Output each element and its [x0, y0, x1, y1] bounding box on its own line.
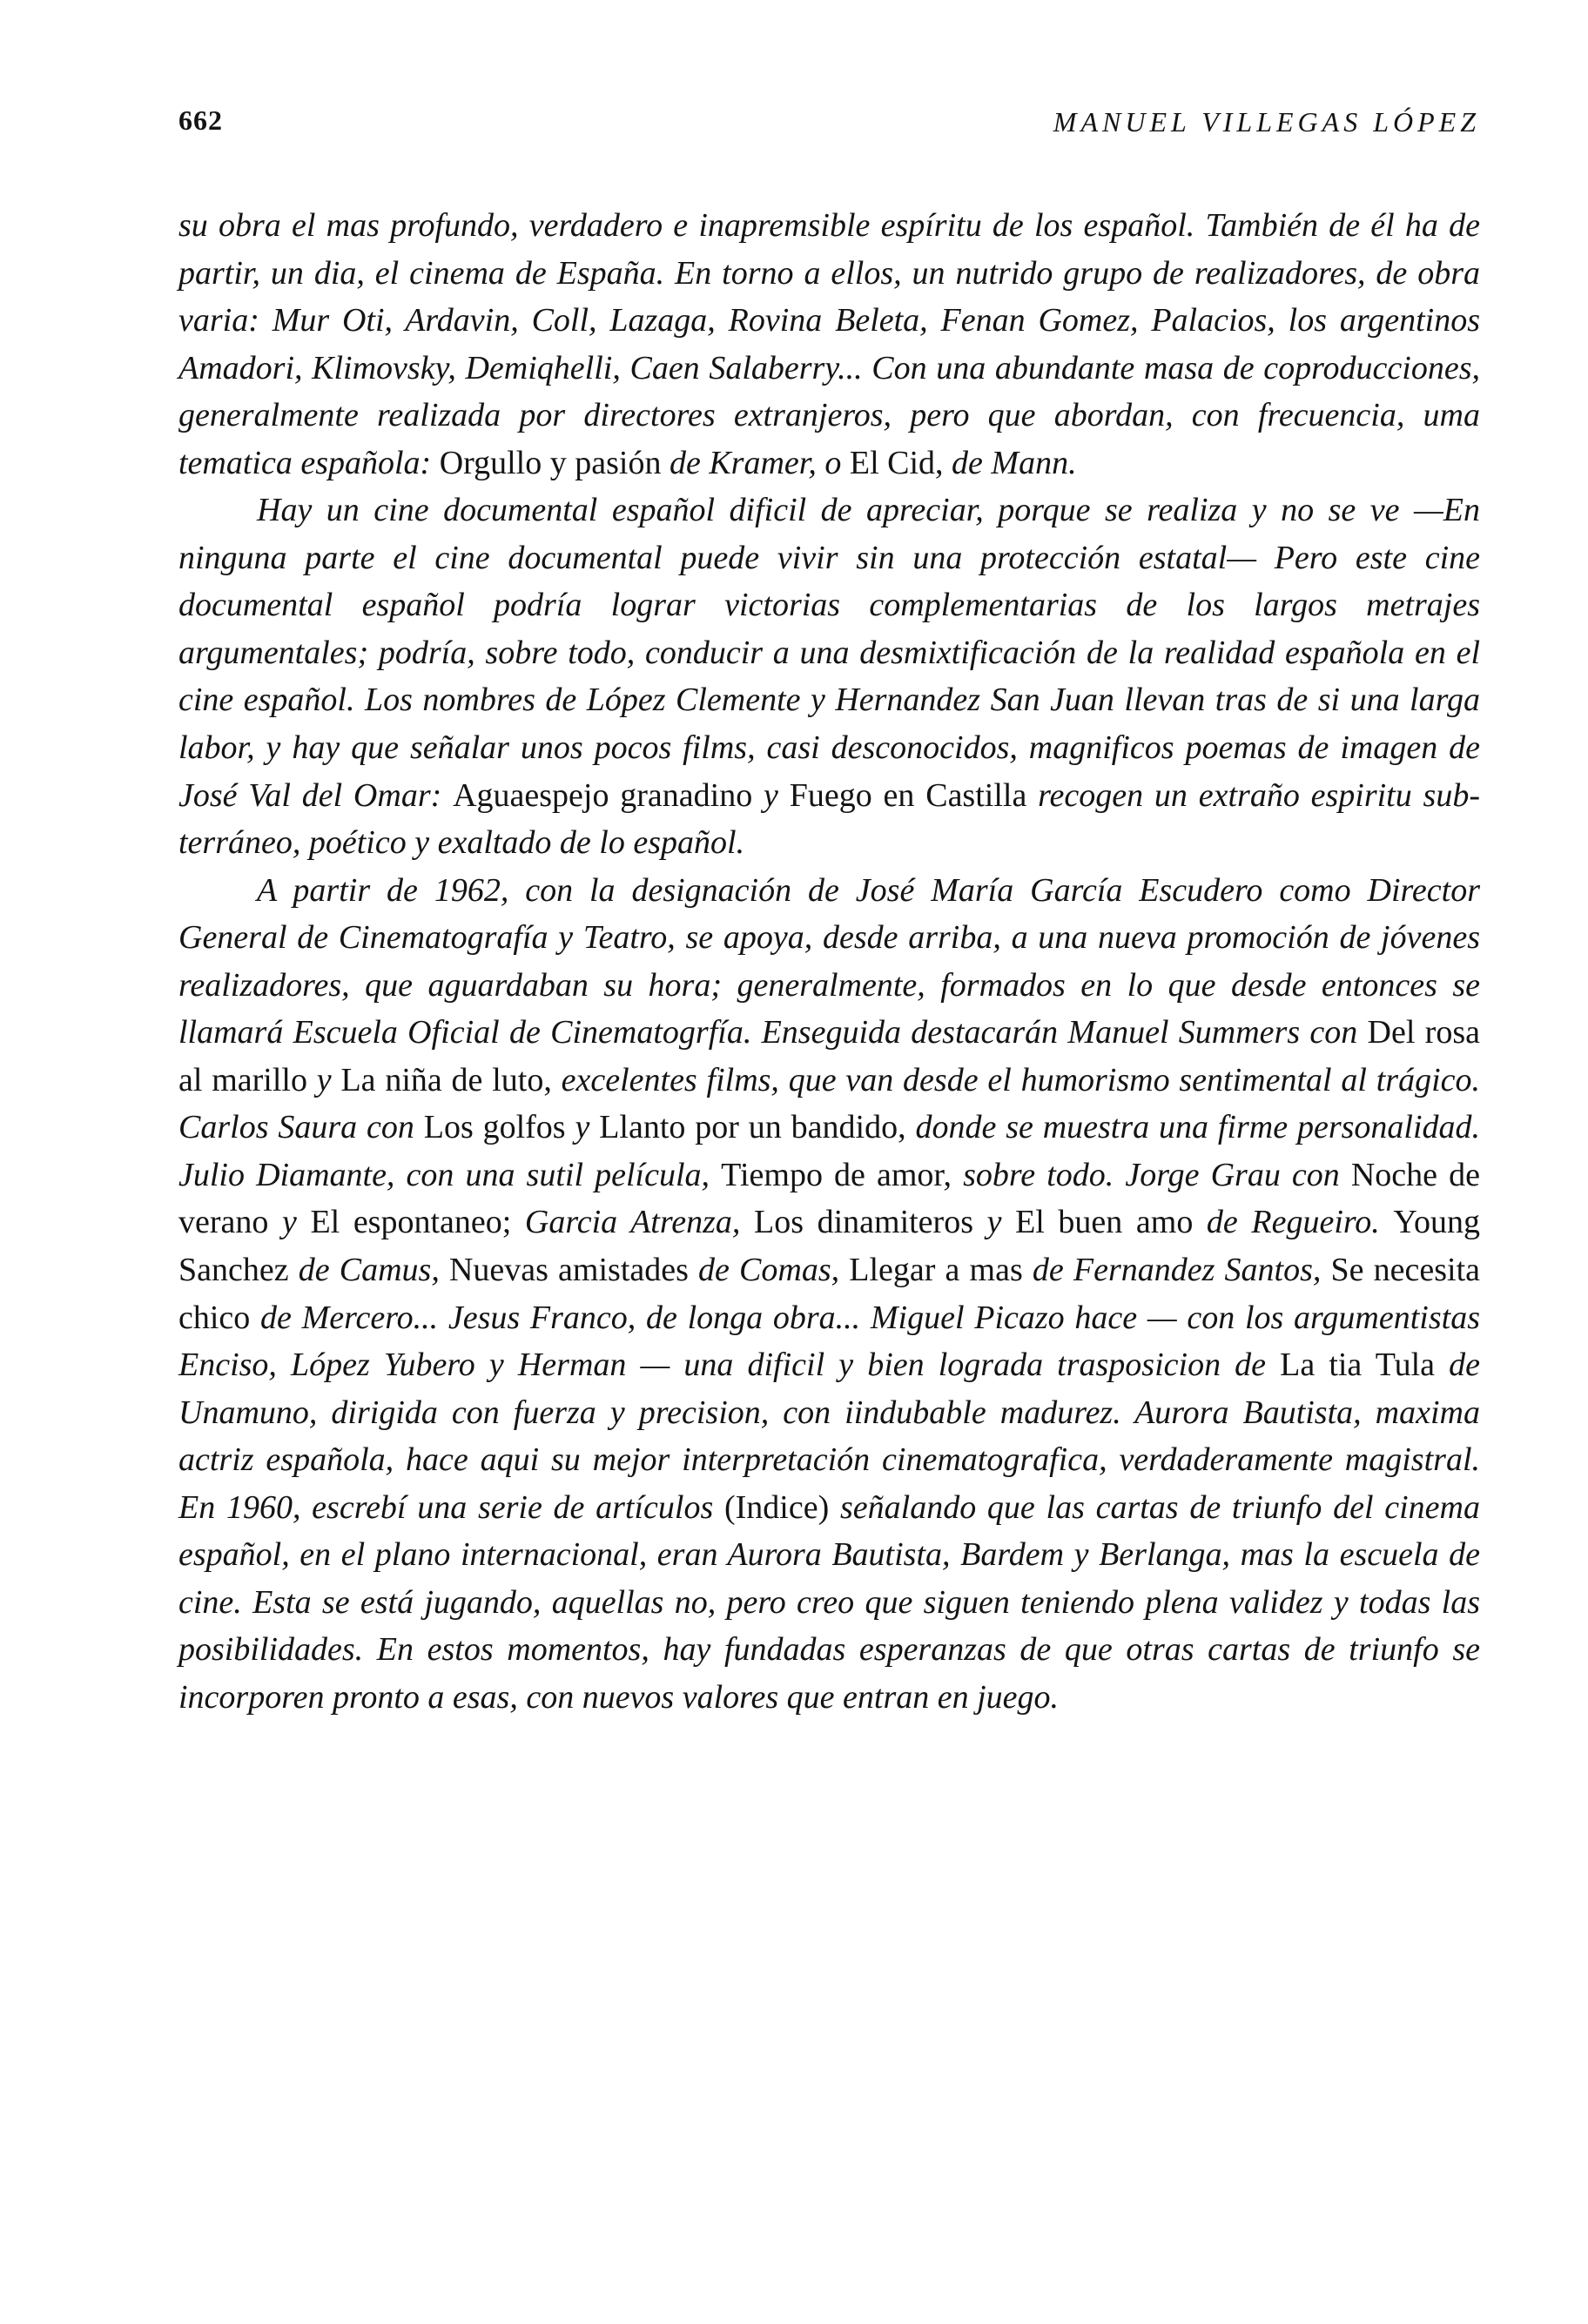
text-run: recogen un extraño espiritu subterráneo, poético y exaltado de lo español. [178, 776, 1480, 862]
text-run: señalando que las cartas de triunfo del cinema español, en el plano internacional, eran Aurora Bautista, Bardem y Berlanga, mas la escuela de cine. Esta se está jugando, aquellas no, pero creo que siguen teniendo plena validez y todas las posibilidades. En estos momentos, hay fundadas esperanzas de que otras cartas de triunfo se incorporen pronto a esas, con nuevos valores que entran en juego. [178, 1488, 1480, 1716]
text-run: de Fernandez Santos, [1022, 1252, 1331, 1289]
title-run: El espontaneo; [310, 1204, 512, 1241]
text-run: de Regueiro. [1193, 1204, 1394, 1241]
title-run: Los golfos [423, 1109, 566, 1146]
text-run: y [973, 1204, 1016, 1241]
title-run: El Cid, [849, 444, 944, 481]
title-run: La tia Tula [1280, 1347, 1436, 1384]
text-run: de Mann. [943, 444, 1077, 481]
title-run: Aguaespejo granadino [453, 776, 753, 814]
paragraph-2 [178, 487, 1480, 866]
title-run: Young Sanchez [178, 1204, 1481, 1289]
title-run: Orgullo y pasión [439, 444, 662, 481]
text-run: y [565, 1109, 600, 1146]
title-run: Del rosa al marillo [178, 1014, 1480, 1098]
paragraph-3 [178, 867, 1480, 1722]
title-run: La niña de luto, [340, 1061, 552, 1098]
title-run: (Indice) [723, 1488, 830, 1526]
text-run: excelentes films, que van desde el humorismo sentimental al trágico. Carlos Saura con [178, 1061, 1480, 1146]
text-run: donde se muestra una firme personalidad. Julio Diamante, con una sutil película, [178, 1109, 1481, 1193]
title-run: Los dinamiteros [753, 1204, 973, 1241]
page-number: 662 [178, 104, 223, 136]
running-head-author: MANUEL VILLEGAS LÓPEZ [1053, 106, 1480, 138]
text-run: Garcia Atrenza, [511, 1204, 754, 1241]
text-run: sobre todo. Jorge Grau con [952, 1156, 1351, 1193]
title-run: Se necesita chico [178, 1252, 1481, 1336]
title-run: Llegar a mas [849, 1252, 1023, 1289]
text-run: de Kramer, o [661, 444, 850, 481]
title-run: Fuego en Castilla [789, 776, 1027, 814]
running-header [178, 104, 1480, 157]
text-run: de Unamuno, dirigida con fuerza y precision, con iindubable madurez. Aurora Bautista, maxima actriz española, hace aqui su mejor interpretación cinematografica, verdaderamente magistral. En 1960, escrebí una serie de artículos [178, 1347, 1480, 1526]
paragraph-1 [178, 202, 1480, 487]
text-run: de Comas, [688, 1252, 850, 1289]
text-run: A partir de 1962, con la designación de José María García Escudero como Director General de Cinematografía y Teatro, se apoya, desde arriba, a una nueva promoción de jóvenes realizadores, que aguardaban su hora; generalmente, formados en lo que desde entonces se llamará Escuela Oficial de Cinematogrfía. Enseguida destacarán Manuel Summers con [178, 871, 1480, 1051]
text-run: y [752, 776, 790, 814]
text-run: de Camus, [288, 1252, 449, 1289]
title-run: El buen amo [1015, 1204, 1194, 1241]
title-run: Tiempo de amor, [721, 1156, 952, 1193]
title-run: Nuevas amistades [448, 1252, 689, 1289]
text-run: y [268, 1204, 311, 1241]
text-run: y [306, 1061, 341, 1098]
title-run: Noche de verano [178, 1156, 1480, 1241]
text-run: de Mercero... Jesus Franco, de longa obra... Miguel Picazo hace — con los argumentistas Enciso, López Yubero y Herman — una dificil y bien lograda trasposicion de [178, 1299, 1480, 1384]
title-run: Llanto por un bandido, [599, 1109, 906, 1146]
text-run: su obra el mas profundo, verdadero e inapremsible espíritu de los español. También de él ha de partir, un dia, el cinema de España. En torno a ellos, un nutrido grupo de realizadores, de obra varia: Mur Oti, Ardavin, Coll, Lazaga, Rovina Beleta, Fenan Gomez, Palacios, los argentinos Amadori, Klimovsky, Demiqhelli, Caen Salaberry... Con una abundante masa de coproducciones, generalmente realizada por directores extranjeros, pero que abordan, con frecuencia, uma tematica española: [178, 207, 1480, 481]
text-run: Hay un cine documental español dificil de apreciar, porque se realiza y no se ve —En ninguna parte el cine documental puede vivir sin una protección estatal— Pero este cine documental español podría lograr victorias complementarias de los largos metrajes argumentales; podría, sobre todo, conducir a una desmixtificación de la realidad española en el cine español. Los nombres de López Clemente y Hernandez San Juan llevan tras de si una larga labor, y hay que señalar unos pocos films, casi desconocidos, magnificos poemas de imagen de José Val del Omar: [178, 492, 1480, 814]
body-text [178, 202, 1480, 1722]
